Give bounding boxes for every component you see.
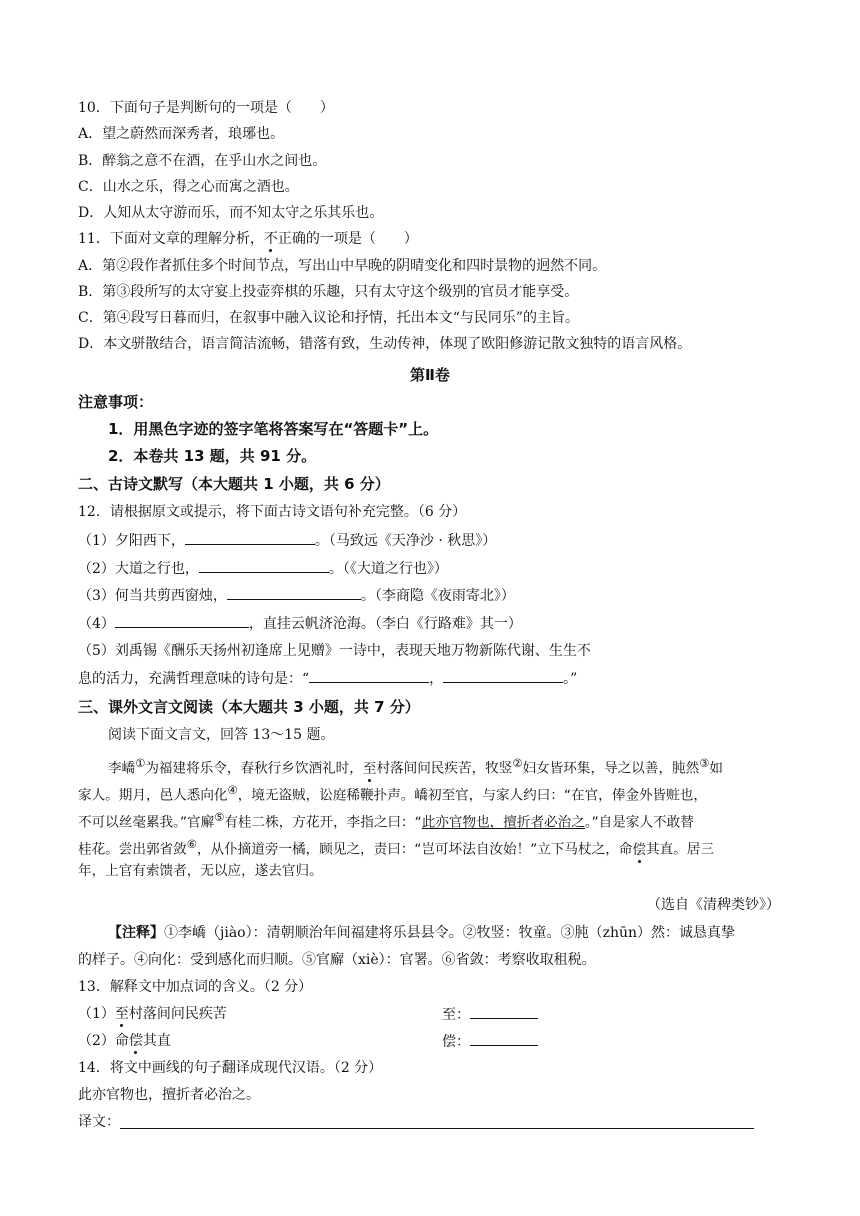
emphasis-char: 偿 — [632, 841, 646, 858]
note-ref: ⑤ — [214, 810, 225, 824]
note-ref: ④ — [227, 783, 238, 797]
passage-text: 。”自是家人不敢替 — [584, 814, 694, 831]
q12-item-1-source: 。（马致远《天净沙 · 秋思》） — [314, 533, 497, 549]
q12-item-5-blank-1[interactable] — [309, 668, 429, 683]
q12-stem: 12．请根据原文或提示，将下面古诗文语句补充完整。（6 分） — [78, 504, 467, 520]
q10-option-c: C．山水之乐，得之心而寓之酒也。 — [78, 179, 299, 195]
emphasis-char: 偿 — [128, 1033, 143, 1049]
q14-translate-label: 译文： — [78, 1114, 120, 1130]
passage-text: ，境无盗贼，讼庭稀鞭扑声。嶠初至官，与家人约曰：“在官，俸金外皆赃也， — [237, 787, 707, 804]
note-label: 【注释】 — [108, 925, 164, 941]
q12-item-4-label: （4） — [78, 616, 115, 632]
q14-stem: 14．将文中画线的句子翻译成现代汉语。（2 分） — [78, 1060, 383, 1076]
q13-answer-1-blank[interactable] — [470, 1004, 538, 1019]
q11-option-d: D．本文骈散结合，语言简洁流畅，错落有致，生动传神，体现了欧阳修游记散文独特的语言风格。 — [78, 336, 692, 352]
emphasis-char: 至 — [114, 1006, 129, 1022]
q10-option-b: B．醉翁之意不在酒，在乎山水之间也。 — [78, 153, 327, 169]
passage-text: 如 — [709, 760, 723, 777]
q12-item-5-blank-2[interactable] — [443, 668, 563, 683]
q12-item-4-blank[interactable] — [115, 613, 249, 628]
q13-item-1-num: （1） — [78, 1006, 115, 1022]
q11-stem-pre: 11．下面对文章的理解分析， — [78, 231, 264, 247]
volume-title: 第Ⅱ卷 — [410, 366, 450, 384]
q13-answer-1-label: 至： — [442, 1007, 470, 1023]
passage-line-1 — [108, 753, 723, 779]
q13-answer-2 — [442, 1031, 538, 1052]
q12-item-3 — [78, 585, 515, 606]
q13-answer-2-blank[interactable] — [470, 1031, 538, 1046]
q11-stem-post: 正确的一项是（ ） — [277, 231, 418, 247]
notice-item-1: 1．用黑色字迹的签字笔将答案写在“答题卡”上。 — [108, 420, 439, 438]
q13-stem: 13．解释文中加点词的含义。（2 分） — [78, 979, 313, 995]
q12-item-1-blank[interactable] — [185, 530, 315, 545]
reading-intro: 阅读下面文言文，回答 13～15 题。 — [108, 727, 335, 743]
q11-option-a: A．第②段作者抓住多个时间节点，写出山中早晚的阴晴变化和四时景物的迥然不同。 — [78, 258, 607, 274]
passage-text: 妇女皆环集，导之以善，肫然 — [522, 760, 700, 777]
q12-item-2 — [78, 558, 448, 579]
q12-item-2-text: （2）大道之行也， — [78, 561, 199, 577]
q12-item-4-source: ，直挂云帆济沧海。（李白《行路难》其一） — [248, 616, 522, 632]
q12-item-4 — [78, 613, 522, 634]
passage-text: 有桂二株，方花开，李指之曰：“ — [224, 814, 422, 831]
note-ref: ① — [135, 756, 146, 770]
q12-item-5-line2 — [78, 668, 577, 689]
emphasis-char: 至 — [362, 760, 377, 777]
q11-option-c: C．第④段写日暮而归，在叙事中融入议论和抒情，托出本文“与民同乐”的主旨。 — [78, 310, 580, 326]
q13-item-2-text: 其直 — [142, 1033, 171, 1049]
notice-item-2: 2．本卷共 13 题，共 91 分。 — [108, 447, 317, 465]
q14-translate-blank[interactable] — [120, 1128, 754, 1129]
q12-item-5-end: 。” — [563, 671, 578, 687]
passage-text: 不可以丝毫累我。”官廨 — [78, 814, 215, 831]
section2-heading: 二、古诗文默写（本大题共 1 小题，共 6 分） — [78, 475, 390, 493]
passage-text: 家人。期月，邑人悉向化 — [78, 787, 228, 804]
passage-line-2 — [78, 780, 707, 806]
passage-line-3 — [78, 807, 694, 833]
q11-stem — [78, 229, 418, 249]
q10-stem: 10．下面句子是判断句的一项是（ ） — [78, 100, 334, 116]
q14-sentence: 此亦官物也，擅折者必治之。 — [78, 1087, 260, 1103]
note-text: ①李嶠（jiào）：清朝顺治年间福建将乐县县令。②牧竖：牧童。③肫（zhūn）然：诚恳真挚 — [164, 925, 736, 941]
q11-option-b: B．第③段所写的太守宴上投壶弈棋的乐趣，只有太守这个级别的官员才能享受。 — [78, 284, 579, 300]
q11-emphasis-char: 不 — [263, 231, 278, 247]
underlined-sentence: 此亦官物也，擅折者必治之 — [421, 814, 585, 831]
q12-item-3-blank[interactable] — [227, 585, 361, 600]
q12-item-5-comma: ， — [429, 671, 444, 687]
q13-item-1-text: 村落间问民疾苦 — [128, 1006, 227, 1022]
q12-item-3-source: 。（李商隐《夜雨寄北》） — [360, 588, 515, 604]
note-line-2: 的样子。④向化：受到感化而归顺。⑤官廨（xiè）：官署。⑥省敛：考察收取租税。 — [78, 952, 596, 968]
q13-item-2 — [78, 1031, 171, 1051]
q12-item-5-line1: （5）刘禹锡《酬乐天扬州初逢席上见赠》一诗中，表现天地万物新陈代谢、生生不 — [78, 643, 591, 659]
q12-item-3-text: （3）何当共剪西窗烛， — [78, 588, 227, 604]
passage-text: ，从仆摘道旁一橘，顾见之，责曰：“岂可坏法自汝始！”立下马杖之，命 — [196, 841, 633, 858]
note-ref: ⑥ — [186, 837, 197, 851]
q13-item-2-num: （2）命 — [78, 1033, 129, 1049]
q12-item-5-text: 息的活力，充满哲理意味的诗句是：“ — [78, 671, 310, 687]
note-ref: ③ — [699, 756, 710, 770]
note-ref: ② — [512, 756, 523, 770]
passage-text: 李嶠 — [108, 760, 136, 777]
passage-line-5: 年，上官有索馈者，无以应，遂去官归。 — [78, 863, 323, 879]
q12-item-2-source: 。（《大道之行也》） — [328, 561, 448, 577]
q12-item-1 — [78, 530, 496, 551]
passage-text: 村落间问民疾苦，牧竖 — [376, 760, 513, 777]
q13-item-1 — [78, 1004, 227, 1024]
section3-heading: 三、课外文言文阅读（本大题共 3 小题，共 7 分） — [78, 698, 420, 716]
q12-item-1-text: （1）夕阳西下， — [78, 533, 185, 549]
q10-option-d: D．人知从太守游而乐，而不知太守之乐其乐也。 — [78, 205, 384, 221]
q10-option-a: A．望之蔚然而深秀者，琅琊也。 — [78, 126, 285, 142]
passage-text: 为福建将乐令，春秋行乡饮酒礼时， — [145, 760, 363, 777]
q12-item-2-blank[interactable] — [199, 558, 329, 573]
q13-answer-1 — [442, 1004, 538, 1025]
passage-text: 其直。居三 — [646, 841, 714, 858]
note-line-1 — [108, 923, 735, 943]
notice-heading: 注意事项： — [78, 393, 154, 411]
passage-text: 桂花。尝出郭省敛 — [78, 841, 187, 858]
passage-line-4 — [78, 834, 714, 860]
q13-answer-2-label: 偿： — [442, 1034, 470, 1050]
passage-source: （选自《清稗类钞》） — [647, 897, 780, 913]
